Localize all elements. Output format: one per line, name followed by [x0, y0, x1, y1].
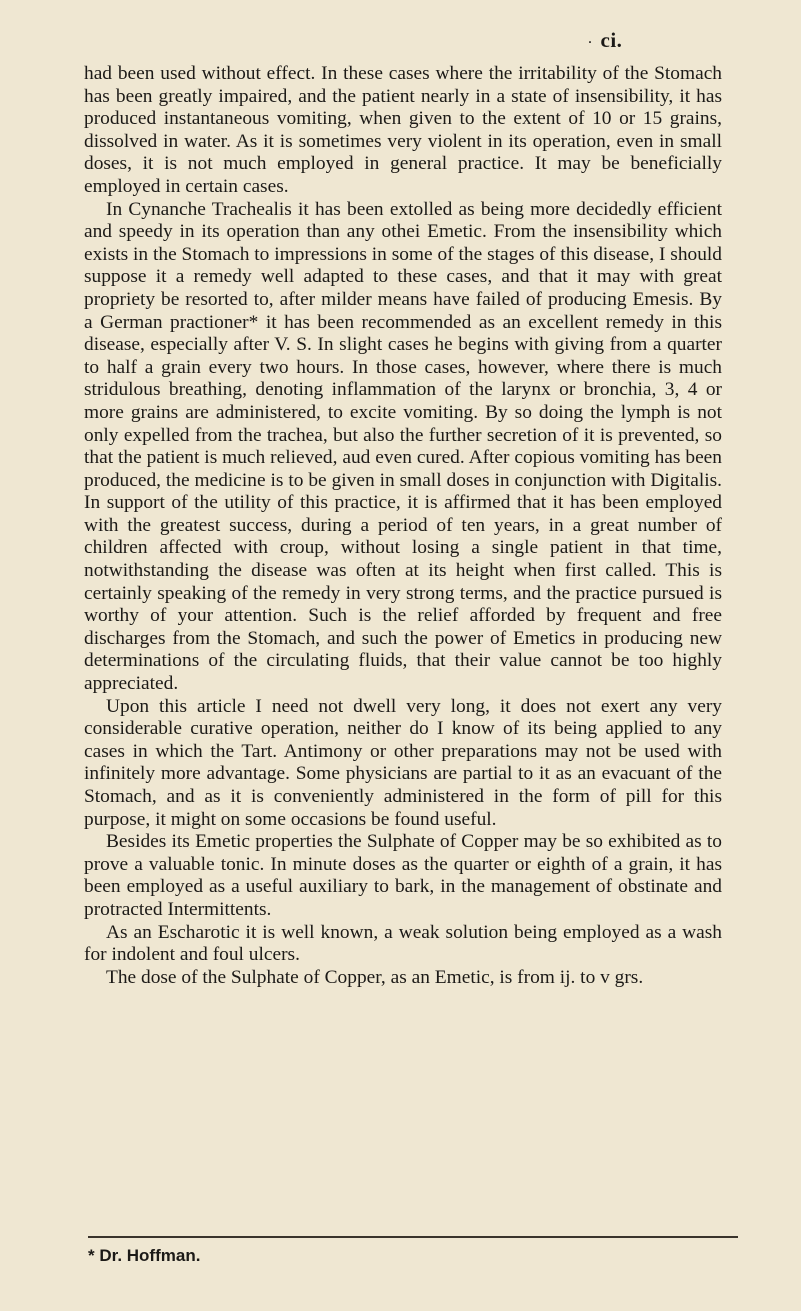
paragraph-1 — [84, 63, 722, 199]
paragraph-3-text: Upon this article I need not dwell very long, it does not exert any very considerable curative operation, neither do I know of its being applied to any cases in which the Tart. Antimony or other preparations may not be used with infinitely more advantage. Some physicians are partial to it as an evacuant of the Stomach, and as it is conveniently administered in the form of pill for this purpose, it might on some occasions be found useful. — [84, 695, 722, 830]
footnote-marker: * — [88, 1246, 95, 1265]
page-number-mark: · — [588, 34, 593, 49]
paragraph-4 — [84, 831, 722, 921]
footnote-text: Dr. Hoffman. — [99, 1246, 201, 1265]
paragraph-5 — [84, 922, 722, 967]
footnote — [88, 1246, 200, 1266]
paragraph-4-text: Besides its Emetic properties the Sulphate of Copper may be so exhibited as to prove a valuable tonic. In minute doses as the quarter or eighth of a grain, it has been employed as a useful auxiliary to bark, in the management of obstinate and protracted Intermittents. — [84, 831, 722, 920]
paragraph-2-text: In Cynanche Trachealis it has been extolled as being more decidedly efficient and speedy in its operation than any othei Emetic. From the insensibility which exists in the Stomach to impressions in some of the stages of this disease, I should suppose it a remedy well adapted to these cases, and that it may with great propriety be resorted to, after milder means have failed of producing Emesis. By a German practioner* it has been recommended as an excellent remedy in this disease, especially after V. S. In slight cases he begins with giving from a quarter to half a grain every two hours. In those cases, however, where there is much stridulous breathing, denoting inflammation of the larynx or bronchia, 3, 4 or more grains are administered, to excite vomiting. By so doing the lymph is not only expelled from the trachea, but also the further secretion of it is prevented, so that the patient is much relieved, aud even cured. After copious vomiting has been produced, the medicine is to be given in small doses in conjunction with Digitalis. In support of the utility of this practice, it is affirmed that it has been employed with the greatest success, during a period of ten years, in a great number of children affected with croup, without losing a single patient in that time, notwithstanding the disease was often at its height when first called. This is certainly speaking of the remedy in very strong terms, and the practice pursued is worthy of your attention. Such is the relief afforded by frequent and free discharges from the Stomach, and such the power of Emetics in producing new determinations of the circulating fluids, that their value cannot be too highly appreciated. — [84, 198, 722, 695]
paragraph-3 — [84, 696, 722, 832]
paragraph-6-text: The dose of the Sulphate of Copper, as an Emetic, is from ij. to v grs. — [106, 966, 644, 988]
footnote-divider — [88, 1236, 738, 1238]
paragraph-1-text: had been used without effect. In these cases where the irritability of the Stomach has been greatly impaired, and the patient nearly in a state of insensibility, it has produced instantaneous vomiting, when given to the extent of 10 or 15 grains, dissolved in water. As it is sometimes very violent in its operation, even in small doses, it is not much employed in general practice. It may be beneficially employed in certain cases. — [84, 63, 722, 197]
page-number — [588, 28, 622, 53]
paragraph-2 — [84, 199, 722, 696]
paragraph-6 — [84, 967, 722, 990]
paragraph-5-text: As an Escharotic it is well known, a weak solution being employed as a wash for indolent and foul ulcers. — [84, 921, 722, 966]
body-text — [84, 63, 722, 989]
page-number-text: ci. — [600, 28, 623, 52]
